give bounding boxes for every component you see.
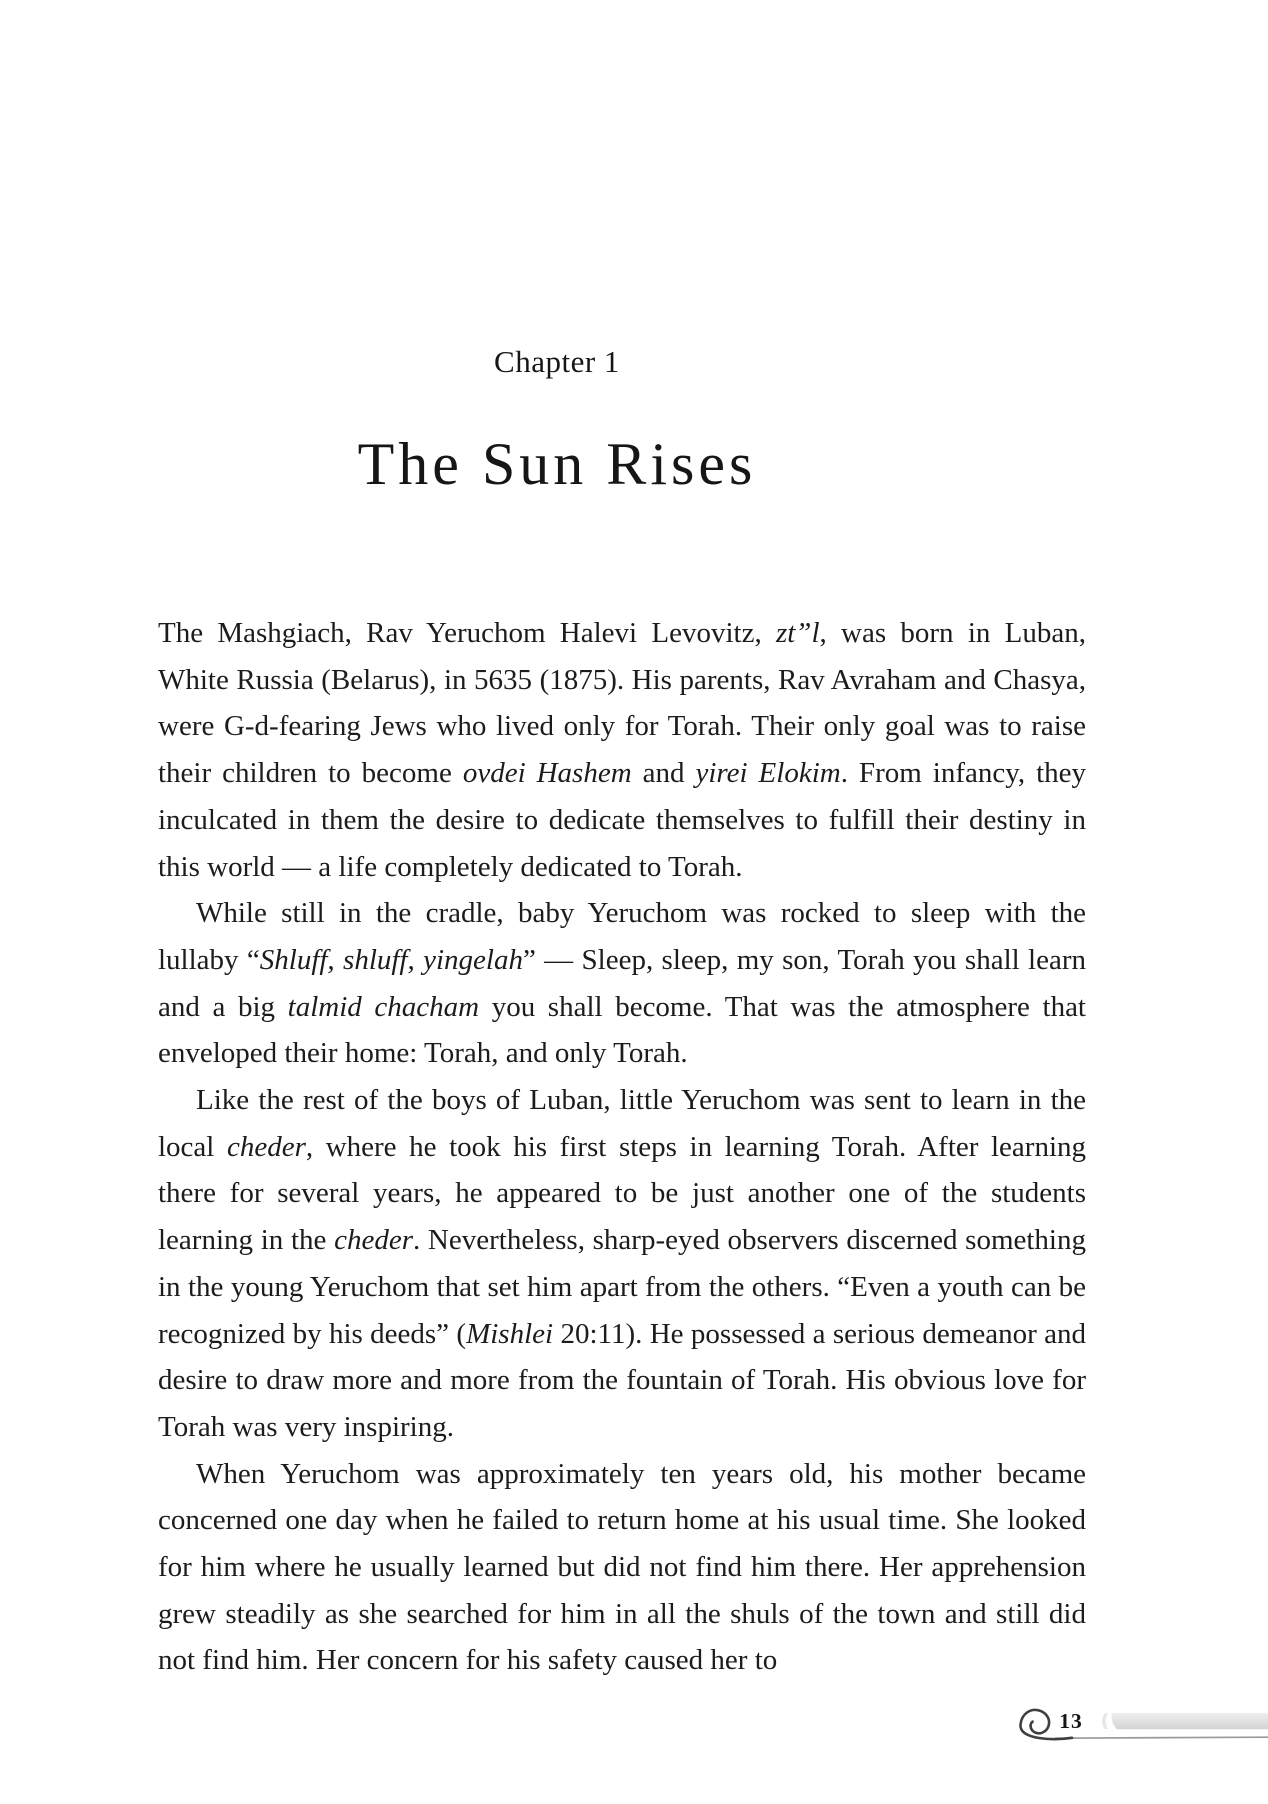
chapter-label: Chapter 1 <box>494 344 620 379</box>
footer-ribbon <box>1112 1713 1268 1730</box>
text-segment: . Nevertheless, sharp-eyed observers discerned something in the young Yeruchom that set him apart from the others. “Even a youth can be recognized by his deeds” ( <box>158 1224 1086 1350</box>
page-number: 13 <box>1059 1709 1083 1733</box>
text-segment: Like the rest of the boys of Luban, little Yeruchom was sent to learn in the local <box>158 1084 1086 1163</box>
footer-flourish-art <box>1008 1700 1268 1752</box>
italic-text-segment: zt”l <box>775 617 820 649</box>
text-segment: While still in the cradle, baby Yeruchom was rocked to sleep with the lullaby “ <box>158 897 1086 976</box>
paragraph <box>158 610 1086 890</box>
text-segment: , where he took his first steps in learning Torah. After learning there for several years, he appeared to be just another one of the students learning in the <box>158 1130 1087 1257</box>
text-segment: , was born in Luban, White Russia (Belarus), in 5635 (1875). His parents, Rav Avraham and Chasya, were G-d-fearing Jews who lived only for Torah. Their only goal was to raise their children to become <box>158 617 1086 790</box>
body-text <box>158 610 1086 1684</box>
text-segment: and <box>631 757 696 790</box>
text-segment: 20:11). He possessed a serious demeanor and desire to draw more and more from the fountain of Torah. His obvious love for Torah was very inspiring. <box>158 1317 1086 1443</box>
italic-text-segment: Shluff, shluff, yingelah <box>259 943 523 976</box>
text-segment: The Mashgiach, Rav Yeruchom Halevi Levovitz, <box>158 617 776 649</box>
paragraph <box>158 890 1086 1077</box>
page-title: The Sun Rises <box>357 431 757 497</box>
ribbon-sliver <box>1102 1713 1108 1729</box>
text-segment: you shall become. That was the atmosphere that enveloped their home: Torah, and only Torah. <box>158 990 1086 1070</box>
italic-text-segment: Mishlei <box>466 1317 554 1350</box>
text-segment: When Yeruchom was approximately ten years old, his mother became concerned one day when he failed to return home at his usual time. She looked for him where he usually learned but did not find him there. Her apprehension grew steadily as she searched for him in all the shuls of the town and still did not find him. Her concern for his safety caused her to <box>158 1457 1086 1677</box>
italic-text-segment: cheder <box>226 1130 306 1163</box>
italic-text-segment: yirei Elokim <box>695 757 841 790</box>
italic-text-segment: cheder <box>334 1224 413 1257</box>
footer-rule-line <box>1055 1737 1268 1738</box>
text-segment: . From infancy, they inculcated in them the desire to dedicate themselves to fulfill their destiny in this world — a life completely dedicated to Torah. <box>158 757 1086 883</box>
italic-text-segment: ovdei Hashem <box>462 757 632 790</box>
paragraph <box>158 1077 1086 1451</box>
italic-text-segment: talmid chacham <box>287 990 480 1023</box>
text-segment: ” — Sleep, sleep, my son, Torah you shall learn and a big <box>158 943 1086 1023</box>
paragraph <box>158 1451 1086 1685</box>
